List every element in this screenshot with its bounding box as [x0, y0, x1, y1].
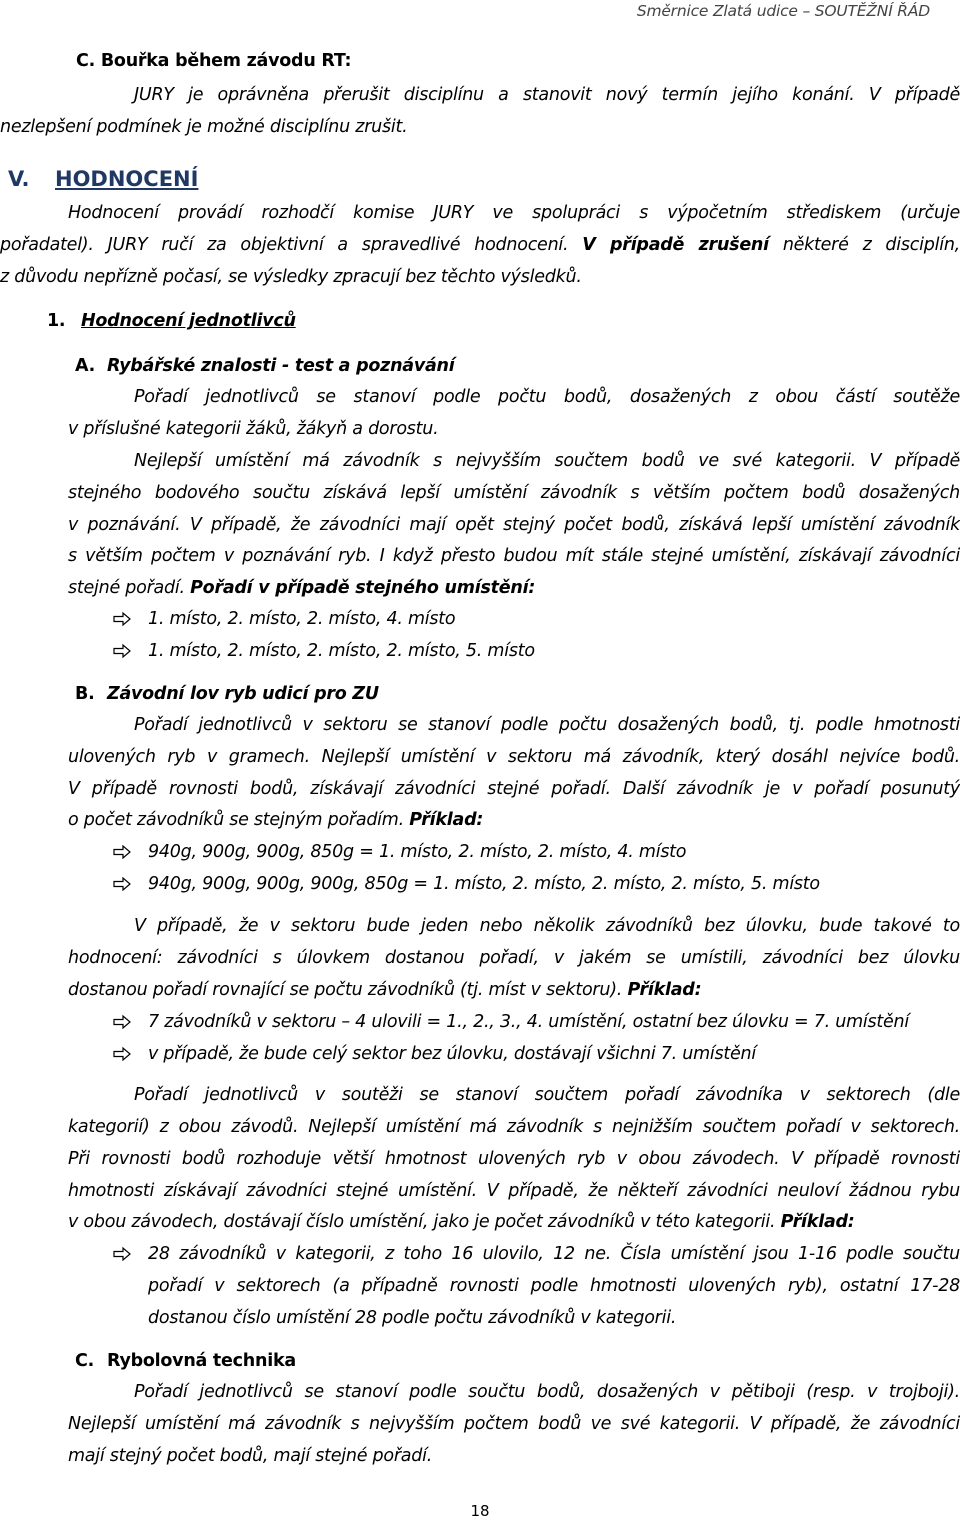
- section-a-text-1: Pořadí jednotlivců se stanoví podle počtu bodů, dosažených z obou částí soutěže: [134, 387, 960, 407]
- section-v-text-2: pořadatel). JURY ručí za objektivní a spravedlivé hodnocení. V případě zrušení některé z disciplín,: [0, 235, 960, 255]
- section-b-bullet-5-line-1: 28 závodníků v kategorii, z toho 16 ulovilo, 12 ne. Čísla umístění jsou 1-16 podle součtu: [148, 1244, 960, 1264]
- section-v-number: V.: [8, 167, 30, 191]
- storm-text-1: JURY je oprávněna přerušit disciplínu a stanovit nový termín jejího konání. V případě: [134, 85, 960, 105]
- section-c-text-1: Pořadí jednotlivců se stanoví podle součtu bodů, dosažených v pětiboji (resp. v trojboji).: [134, 1382, 960, 1402]
- section-a-text-6: s větším počtem v poznávání ryb. I když přesto budou mít stále stejné umístění, získávají závodníci: [68, 546, 960, 566]
- section-c-letter: C.: [75, 1351, 94, 1371]
- section-b-title: Závodní lov ryb udicí pro ZU: [107, 684, 379, 704]
- arrow-right-icon: [113, 1046, 131, 1062]
- running-header: Směrnice Zlatá udice – SOUTĚŽNÍ ŘÁD: [636, 2, 930, 20]
- section-b-bullet-5-line-3: dostanou číslo umístění 28 podle počtu závodníků v kategorii.: [148, 1308, 677, 1328]
- section-b-text-4: o počet závodníků se stejným pořadím. Příklad:: [68, 810, 484, 830]
- section-c-text-2: Nejlepší umístění má závodník s nejvyšším počtem bodů ve své kategorii. V případě, že závodníci: [68, 1414, 960, 1434]
- page-number: 18: [470, 1502, 490, 1520]
- arrow-right-icon: [113, 1014, 131, 1030]
- arrow-right-icon: [113, 844, 131, 860]
- section-b-para3-2: kategorií) z obou závodů. Nejlepší umístění má závodník s nejnižším součtem pořadí v sektorech.: [68, 1117, 960, 1137]
- section-b-para3-5: v obou závodech, dostávají číslo umístění, jako je počet závodníků v této kategorii. Příklad:: [68, 1212, 855, 1232]
- section-b-para3-3: Při rovnosti bodů rozhoduje větší hmotnost ulovených ryb v obou závodech. V případě rovnosti: [68, 1149, 960, 1169]
- section-v-text-1: Hodnocení provádí rozhodčí komise JURY ve spolupráci s výpočetním střediskem (určuje: [68, 203, 960, 223]
- arrow-right-icon: [113, 611, 131, 627]
- section-b-para3-4: hmotnosti získávají závodníci stejné umístění. V případě, že někteří závodníci neuloví žádnou rybu: [68, 1181, 960, 1201]
- storm-heading: C. Bouřka během závodu RT:: [76, 51, 352, 71]
- section-b-para2-2: hodnocení: závodníci s úlovkem dostanou pořadí, v jakém se umístili, závodníci bez úlovku: [68, 948, 960, 968]
- section-b-text-3: V případě rovnosti bodů, získávají závodníci stejné pořadí. Další závodník je v pořadí posunutý: [68, 779, 960, 799]
- section-b-para2-1: V případě, že v sektoru bude jeden nebo několik závodníků bez úlovku, bude takové to: [134, 916, 960, 936]
- section-v-title: HODNOCENÍ: [55, 167, 199, 191]
- arrow-right-icon: [113, 643, 131, 659]
- section-a-text-4: stejného bodového součtu získává lepší umístění závodník s větším počtem bodů dosažených: [68, 483, 960, 503]
- section-b-text-2: ulovených ryb v gramech. Nejlepší umístění v sektoru má závodník, který dosáhl nejvíce bodů.: [68, 747, 960, 767]
- section-a-text-2: v příslušné kategorii žáků, žákyň a dorostu.: [68, 419, 439, 439]
- section-a-text-7: stejné pořadí. Pořadí v případě stejného umístění:: [68, 578, 536, 598]
- section-v-text-3: z důvodu nepřízně počasí, se výsledky zpracují bez těchto výsledků.: [0, 267, 582, 287]
- section-a-text-3: Nejlepší umístění má závodník s nejvyšším součtem bodů ve své kategorii. V případě: [134, 451, 960, 471]
- section-b-para2-3: dostanou pořadí rovnající se počtu závodníků (tj. míst v sektoru). Příklad:: [68, 980, 702, 1000]
- arrow-right-icon: [113, 1246, 131, 1262]
- section-b-bullet-5-line-2: pořadí v sektorech (a případně rovnosti podle hmotnosti ulovených ryb), ostatní 17-28: [148, 1276, 960, 1296]
- arrow-right-icon: [113, 876, 131, 892]
- section-a-title: Rybářské znalosti - test a poznávání: [107, 356, 455, 376]
- section-b-text-1: Pořadí jednotlivců v sektoru se stanoví podle počtu dosažených bodů, tj. podle hmotnosti: [134, 715, 960, 735]
- sub1-title: Hodnocení jednotlivců: [81, 311, 296, 331]
- section-b-para3-1: Pořadí jednotlivců v soutěži se stanoví součtem pořadí závodníka v sektorech (dle: [134, 1085, 960, 1105]
- sub1-number: 1.: [47, 311, 66, 331]
- storm-text-2: nezlepšení podmínek je možné disciplínu zrušit.: [0, 117, 408, 137]
- section-c-text-3: mají stejný počet bodů, mají stejné pořadí.: [68, 1446, 433, 1466]
- section-a-text-5: v poznávání. V případě, že závodníci mají opět stejný počet bodů, získává lepší umístění závodník: [68, 515, 960, 535]
- section-a-letter: A.: [75, 356, 96, 376]
- section-c-title: Rybolovná technika: [107, 1351, 296, 1371]
- section-b-letter: B.: [75, 684, 95, 704]
